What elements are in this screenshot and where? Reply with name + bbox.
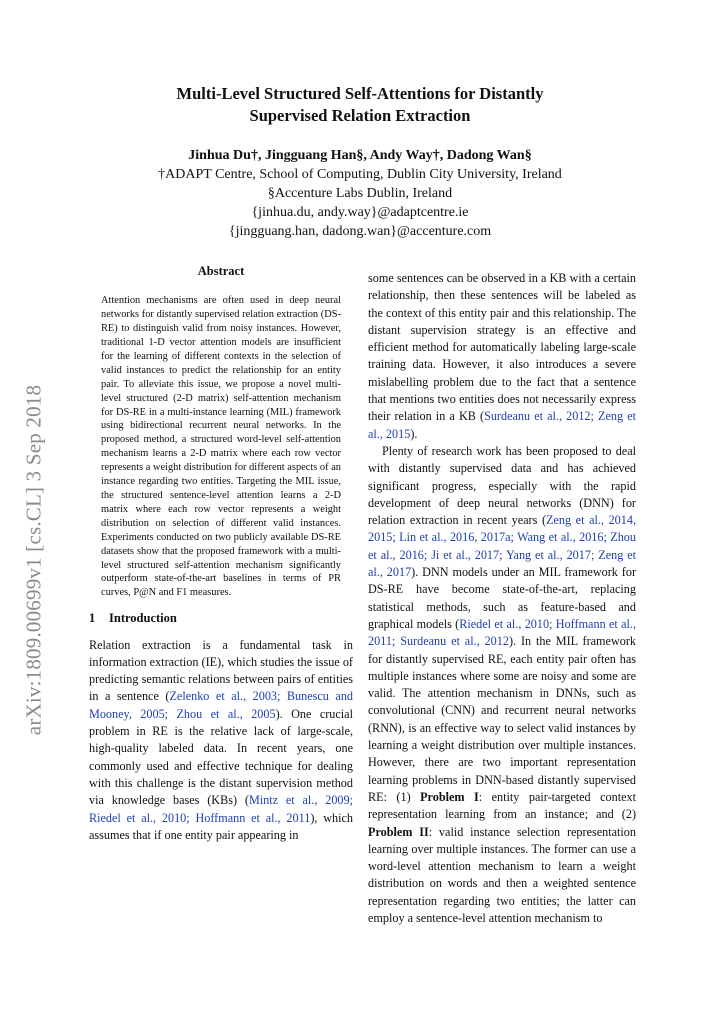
citation-link[interactable]: Zelenko et al., 2003; Bunescu and Mooney, 2005; Zhou et al., 2005 (89, 689, 354, 721)
affiliation-1: †ADAPT Centre, School of Computing, Dublin City University, Ireland (158, 167, 562, 182)
right-paragraph-1 (368, 270, 636, 443)
section-heading-introduction (89, 610, 353, 627)
affiliation-2: §Accenture Labs Dublin, Ireland (267, 186, 453, 201)
right-text-f: : entity pair-targeted context representation learning from an instance; and (2) (368, 789, 636, 822)
problem-ii-label: Problem II (368, 824, 429, 839)
abstract-heading: Abstract (197, 264, 245, 278)
email-1: {jinhua.du, andy.way}@adaptcentre.ie (251, 205, 469, 220)
intro-paragraph-1 (89, 637, 353, 845)
problem-i-label: Problem I (420, 789, 479, 804)
right-text-e: ). In the MIL framework for distantly supervised RE, each entity pair often has multiple instances where some are noisy and some are valid. The attention mechanism in DNNs, such as convolutional (CNN) and recurrent neural networks (RNN), is an effective way to select valid instances by learning a weight distribution over multiple instances. However, there are two important representation learning problems in DNN-based distantly supervised RE: (1) (368, 634, 636, 804)
right-text-c: Plenty of research work has been proposed to deal with distantly supervised data and has achieved significant progress, especially with the rapid development of deep neural networks (DNN) for relation extraction in recent years ( (368, 443, 636, 528)
right-text-a: some sentences can be observed in a KB with a certain relationship, then these sentences will be labeled as the context of this entity pair and this relationship. The distant supervision strategy is an effective and efficient method for automatically labeling large-scale training data. However, it also introduces a severe mislabelling problem due to the fact that a sentence that mentions two entities does not necessarily express their relation in a KB ( (368, 271, 636, 424)
right-text-b: ). (410, 426, 418, 441)
citation-link[interactable]: Riedel et al., 2010; Hoffmann et al., 2011; Surdeanu et al., 2012 (368, 616, 636, 649)
right-text-g: : valid instance selection representation learning over multiple instances. The former can use a word-level attention mechanism to learn a weight distribution on words and then a weighted sentence representation regarding two entities; the latter can employ a sentence-level attention mechanism to (368, 824, 636, 925)
title-line-2: Supervised Relation Extraction (249, 106, 471, 125)
email-2: {jingguang.han, dadong.wan}@accenture.com (228, 224, 492, 239)
right-text-d: ). DNN models under an MIL framework for DS-RE have become state-of-the-art, replacing statistical methods, such as feature-based and graphical models ( (368, 565, 637, 631)
right-column (368, 270, 636, 927)
abstract-text: Attention mechanisms are often used in deep neural networks for distantly supervised relation extraction (DS-RE) to distinguish valid from noisy instances. However, traditional 1-D vector attention models are insufficient for the learning of different contexts in the selection of valid instances to predict the relationship for an entity pair. To alleviate this issue, we propose a novel multi-level structured (2-D matrix) self-attention mechanism for DS-RE in a multi-instance learning (MIL) framework using bidirectional recurrent neural networks. In the proposed method, a structured word-level self-attention mechanism learns a 2-D matrix where each row vector represents a weight distribution for different aspects of an instance regarding two entities. Targeting the MIL issue, the structured sentence-level attention learns a 2-D matrix where each row vector represents a weight distribution on selection of different valid instances. Experiments conducted on two publicly available DS-RE datasets show that the proposed framework with a multi-level structured self-attention mechanism significantly outperform state-of-the-art baselines in terms of PR curves, P@N and F1 measures. (101, 295, 341, 599)
citation-link[interactable]: Zeng et al., 2014, 2015; Lin et al., 2016, 2017a; Wang et al., 2016; Zhou et al., 2016; Ji et al., 2017; Yang et al., 2017; Zeng et al., 2017 (368, 513, 636, 580)
intro-text-b: ). One crucial problem in RE is the relative lack of large-scale, high-quality labeled data. In recent years, one commonly used and effective technique for dealing with this challenge is the distant supervision method via knowledge bases (KBs) ( (89, 706, 353, 808)
arxiv-side-stamp: arXiv:1809.00699v1 [cs.CL] 3 Sep 2018 (21, 384, 46, 736)
section-number: 1 (89, 611, 96, 626)
left-column (89, 263, 353, 844)
section-title: Introduction (109, 611, 177, 626)
right-paragraph-2 (368, 443, 636, 927)
intro-text-a: Relation extraction is a fundamental task in information extraction (IE), which studies the issue of predicting semantic relations between pairs of entities in a sentence ( (89, 637, 353, 704)
citation-link[interactable]: Surdeanu et al., 2012; Zeng et al., 2015 (368, 409, 636, 441)
citation-link[interactable]: Mintz et al., 2009; Riedel et al., 2010; Hoffmann et al., 2011 (89, 793, 353, 825)
title-line-1: Multi-Level Structured Self-Attentions for Distantly (176, 84, 544, 103)
intro-text-c: ), which assumes that if one entity pair appearing in (89, 810, 353, 842)
paper-title (0, 83, 720, 127)
author-block (0, 146, 720, 241)
author-names: Jinhua Du†, Jingguang Han§, Andy Way†, Dadong Wan§ (188, 148, 532, 163)
